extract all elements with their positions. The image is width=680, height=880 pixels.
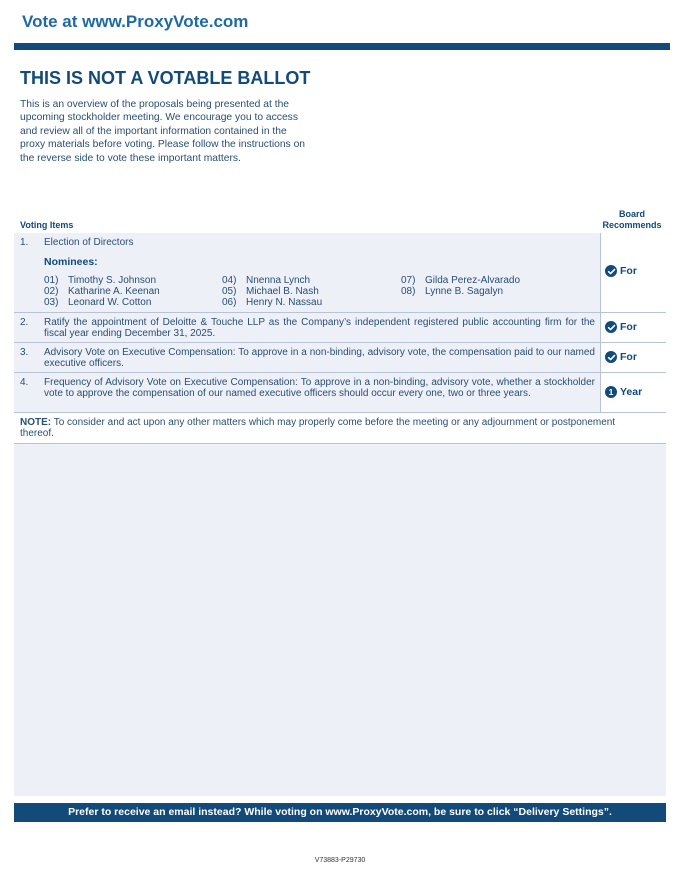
nominee: 04) Nnenna Lynch xyxy=(222,275,311,286)
proxyvote-link[interactable]: Vote at www.ProxyVote.com xyxy=(22,12,249,31)
nominees-column xyxy=(222,275,322,308)
nominee: 03) Leonard W. Cotton xyxy=(44,297,152,308)
item-number: 2. xyxy=(20,317,29,328)
check-circle-icon xyxy=(605,321,617,333)
note-label: NOTE: xyxy=(20,417,52,428)
board-recommends-line: Recommends xyxy=(602,219,662,230)
recommendation xyxy=(605,386,642,398)
voting-item-row xyxy=(14,373,666,413)
recommendation xyxy=(605,321,637,333)
nominees-label: Nominees: xyxy=(44,256,98,268)
recommendation xyxy=(605,351,637,363)
header-divider xyxy=(14,43,670,50)
nominee: 02) Katharine A. Keenan xyxy=(44,286,160,297)
recommendation-cell xyxy=(600,233,667,312)
recommendation-cell xyxy=(600,343,667,372)
board-recommends-line: Board xyxy=(618,209,645,219)
item-number: 1. xyxy=(20,237,29,248)
check-circle-icon xyxy=(605,265,617,277)
document-code: V73883-P29730 xyxy=(314,857,366,864)
intro-paragraph xyxy=(20,98,330,165)
nominees-column xyxy=(44,275,160,308)
item-text: Ratify the appointment of Deloitte & Touche LLP as the Company’s independent registered public accounting firm for the fiscal year ending December 31, 2025. xyxy=(44,317,595,339)
recommendation-cell xyxy=(600,373,667,412)
voting-item-row xyxy=(14,233,666,313)
recommendation-cell xyxy=(600,313,667,342)
nominee: 05) Michael B. Nash xyxy=(222,286,319,297)
nominee: 06) Henry N. Nassau xyxy=(222,297,323,308)
voting-item-row xyxy=(14,343,666,373)
intro-line: upcoming stockholder meeting. We encourage you to access xyxy=(20,112,298,124)
item-text: Frequency of Advisory Vote on Executive Compensation: To approve in a non-binding, advisory vote, whether a stockholder vote to approve the compensation of our named executive officers should occur every one, two or three years. xyxy=(44,377,595,399)
note-body: To consider and act upon any other matters which may properly come before the meeting or any adjournment or postponement thereof. xyxy=(20,417,616,439)
item-number: 3. xyxy=(20,347,29,358)
nominee: 07) Gilda Perez-Alvarado xyxy=(401,275,521,286)
item-text: Election of Directors xyxy=(44,237,134,248)
recommendation-label: For xyxy=(620,321,637,333)
recommendation-label: Year xyxy=(620,386,643,398)
nominees-column xyxy=(401,275,520,297)
number-one-circle-icon: 1 xyxy=(605,386,617,398)
nominee: 01) Timothy S. Johnson xyxy=(44,275,157,286)
item-text: Advisory Vote on Executive Compensation: To approve in a non-binding, advisory vote, the compensation paid to our named executive officers. xyxy=(44,347,595,369)
voting-item-row xyxy=(14,313,666,343)
board-recommends-header xyxy=(598,209,666,230)
intro-line: proxy materials before voting. Please follow the instructions on xyxy=(20,139,306,151)
nominee: 08) Lynne B. Sagalyn xyxy=(401,286,504,297)
page-title: THIS IS NOT A VOTABLE BALLOT xyxy=(20,68,311,88)
delivery-settings-banner: Prefer to receive an email instead? While voting on www.ProxyVote.com, be sure to click “Delivery Settings”. xyxy=(14,803,666,822)
voting-items-header: Voting Items xyxy=(20,220,74,230)
note-row xyxy=(14,413,666,444)
check-circle-icon xyxy=(605,351,617,363)
recommendation-label: For xyxy=(620,265,637,277)
intro-line: the reverse side to vote these important matters. xyxy=(20,152,241,164)
note-text xyxy=(20,417,620,439)
recommendation xyxy=(605,265,637,277)
recommendation-label: For xyxy=(620,351,637,363)
intro-line: and review all of the important information contained in the xyxy=(20,125,287,137)
intro-line: This is an overview of the proposals being presented at the xyxy=(20,99,290,110)
item-number: 4. xyxy=(20,377,29,388)
